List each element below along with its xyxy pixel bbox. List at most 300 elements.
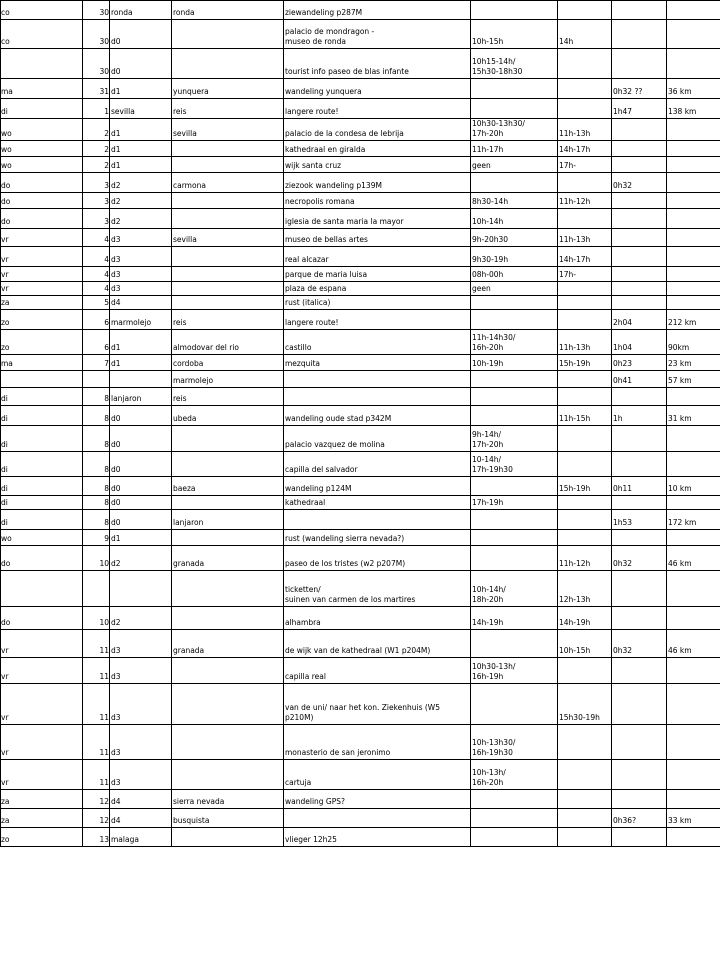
activity-cell[interactable]: capilla del salvador	[284, 452, 471, 477]
distance-cell[interactable]: 138 km	[667, 99, 720, 119]
opening-hours-cell[interactable]	[471, 790, 558, 809]
travel-time-cell[interactable]: 2h04	[612, 310, 667, 330]
travel-time-cell[interactable]	[612, 282, 667, 296]
travel-time-cell[interactable]	[612, 725, 667, 760]
weekday-cell[interactable]: za	[1, 809, 83, 828]
date-cell[interactable]: 6	[83, 310, 110, 330]
opening-hours-cell[interactable]	[471, 546, 558, 571]
planned-time-cell[interactable]: 17h-	[558, 157, 612, 173]
place-cell[interactable]	[172, 267, 284, 282]
place-cell[interactable]	[172, 684, 284, 725]
travel-time-cell[interactable]	[612, 119, 667, 141]
place-cell[interactable]: granada	[172, 630, 284, 658]
activity-cell[interactable]: monasterio de san jeronimo	[284, 725, 471, 760]
date-cell[interactable]: 12	[83, 809, 110, 828]
distance-cell[interactable]: 23 km	[667, 355, 720, 371]
place-cell[interactable]: sierra nevada	[172, 790, 284, 809]
overnight-cell[interactable]: d0	[110, 49, 172, 79]
weekday-cell[interactable]: wo	[1, 530, 83, 546]
overnight-cell[interactable]: marmolejo	[110, 310, 172, 330]
overnight-cell[interactable]: malaga	[110, 828, 172, 847]
weekday-cell[interactable]: vr	[1, 725, 83, 760]
overnight-cell[interactable]: d2	[110, 209, 172, 229]
activity-cell[interactable]: capilla real	[284, 658, 471, 684]
overnight-cell[interactable]: d1	[110, 79, 172, 99]
planned-time-cell[interactable]: 14h	[558, 20, 612, 49]
planned-time-cell[interactable]: 15h-19h	[558, 355, 612, 371]
place-cell[interactable]	[172, 496, 284, 510]
travel-time-cell[interactable]: 0h32	[612, 630, 667, 658]
distance-cell[interactable]: 10 km	[667, 477, 720, 496]
place-cell[interactable]	[172, 157, 284, 173]
opening-hours-cell[interactable]	[471, 388, 558, 406]
planned-time-cell[interactable]: 15h-19h	[558, 477, 612, 496]
overnight-cell[interactable]: d2	[110, 607, 172, 630]
weekday-cell[interactable]: vr	[1, 760, 83, 790]
date-cell[interactable]: 11	[83, 630, 110, 658]
distance-cell[interactable]	[667, 1, 720, 20]
opening-hours-cell[interactable]: 10h30-13h30/ 17h-20h	[471, 119, 558, 141]
travel-time-cell[interactable]: 0h32	[612, 173, 667, 193]
activity-cell[interactable]: ziewandeling p287M	[284, 1, 471, 20]
opening-hours-cell[interactable]	[471, 99, 558, 119]
weekday-cell[interactable]: di	[1, 388, 83, 406]
opening-hours-cell[interactable]	[471, 406, 558, 426]
distance-cell[interactable]: 90km	[667, 330, 720, 355]
planned-time-cell[interactable]: 10h-15h	[558, 630, 612, 658]
date-cell[interactable]: 2	[83, 119, 110, 141]
overnight-cell[interactable]: d4	[110, 790, 172, 809]
opening-hours-cell[interactable]: 11h-17h	[471, 141, 558, 157]
opening-hours-cell[interactable]	[471, 684, 558, 725]
planned-time-cell[interactable]: 11h-12h	[558, 546, 612, 571]
opening-hours-cell[interactable]	[471, 809, 558, 828]
date-cell[interactable]: 4	[83, 229, 110, 247]
weekday-cell[interactable]: do	[1, 209, 83, 229]
travel-time-cell[interactable]	[612, 760, 667, 790]
overnight-cell[interactable]: d3	[110, 630, 172, 658]
travel-time-cell[interactable]	[612, 571, 667, 607]
opening-hours-cell[interactable]: 10h-19h	[471, 355, 558, 371]
planned-time-cell[interactable]	[558, 99, 612, 119]
place-cell[interactable]	[172, 760, 284, 790]
planned-time-cell[interactable]: 14h-19h	[558, 607, 612, 630]
planned-time-cell[interactable]	[558, 388, 612, 406]
date-cell[interactable]: 4	[83, 247, 110, 267]
distance-cell[interactable]	[667, 20, 720, 49]
place-cell[interactable]	[172, 49, 284, 79]
weekday-cell[interactable]: ma	[1, 79, 83, 99]
travel-time-cell[interactable]: 1h47	[612, 99, 667, 119]
travel-time-cell[interactable]	[612, 296, 667, 310]
overnight-cell[interactable]: d3	[110, 229, 172, 247]
place-cell[interactable]: yunquera	[172, 79, 284, 99]
overnight-cell[interactable]	[110, 371, 172, 388]
overnight-cell[interactable]: d0	[110, 426, 172, 452]
distance-cell[interactable]	[667, 496, 720, 510]
opening-hours-cell[interactable]: 9h-14h/ 17h-20h	[471, 426, 558, 452]
activity-cell[interactable]: rust (italica)	[284, 296, 471, 310]
travel-time-cell[interactable]	[612, 49, 667, 79]
weekday-cell[interactable]	[1, 49, 83, 79]
travel-time-cell[interactable]	[612, 247, 667, 267]
planned-time-cell[interactable]	[558, 809, 612, 828]
date-cell[interactable]: 4	[83, 267, 110, 282]
distance-cell[interactable]	[667, 229, 720, 247]
weekday-cell[interactable]: wo	[1, 141, 83, 157]
activity-cell[interactable]: rust (wandeling sierra nevada?)	[284, 530, 471, 546]
overnight-cell[interactable]: ronda	[110, 1, 172, 20]
date-cell[interactable]: 11	[83, 658, 110, 684]
activity-cell[interactable]	[284, 510, 471, 530]
planned-time-cell[interactable]	[558, 790, 612, 809]
weekday-cell[interactable]: do	[1, 193, 83, 209]
overnight-cell[interactable]: d1	[110, 157, 172, 173]
travel-time-cell[interactable]	[612, 452, 667, 477]
opening-hours-cell[interactable]: 8h30-14h	[471, 193, 558, 209]
distance-cell[interactable]: 212 km	[667, 310, 720, 330]
travel-time-cell[interactable]	[612, 141, 667, 157]
weekday-cell[interactable]: vr	[1, 247, 83, 267]
place-cell[interactable]	[172, 828, 284, 847]
opening-hours-cell[interactable]	[471, 510, 558, 530]
place-cell[interactable]	[172, 209, 284, 229]
distance-cell[interactable]	[667, 282, 720, 296]
date-cell[interactable]: 8	[83, 426, 110, 452]
travel-time-cell[interactable]	[612, 607, 667, 630]
weekday-cell[interactable]: do	[1, 173, 83, 193]
activity-cell[interactable]	[284, 809, 471, 828]
opening-hours-cell[interactable]	[471, 530, 558, 546]
weekday-cell[interactable]: di	[1, 510, 83, 530]
distance-cell[interactable]: 36 km	[667, 79, 720, 99]
overnight-cell[interactable]: d3	[110, 282, 172, 296]
overnight-cell[interactable]: d2	[110, 193, 172, 209]
distance-cell[interactable]	[667, 571, 720, 607]
activity-cell[interactable]: van de uni/ naar het kon. Ziekenhuis (W5 p210M)	[284, 684, 471, 725]
opening-hours-cell[interactable]: 10-14h/ 17h-19h30	[471, 452, 558, 477]
planned-time-cell[interactable]: 14h-17h	[558, 141, 612, 157]
weekday-cell[interactable]: vr	[1, 229, 83, 247]
overnight-cell[interactable]: d4	[110, 296, 172, 310]
opening-hours-cell[interactable]	[471, 296, 558, 310]
place-cell[interactable]	[172, 530, 284, 546]
activity-cell[interactable]: wandeling oude stad p342M	[284, 406, 471, 426]
place-cell[interactable]: sevilla	[172, 229, 284, 247]
activity-cell[interactable]: palacio vazquez de molina	[284, 426, 471, 452]
travel-time-cell[interactable]: 1h	[612, 406, 667, 426]
weekday-cell[interactable]: co	[1, 20, 83, 49]
planned-time-cell[interactable]: 11h-13h	[558, 229, 612, 247]
date-cell[interactable]: 4	[83, 282, 110, 296]
overnight-cell[interactable]: d1	[110, 119, 172, 141]
activity-cell[interactable]: necropolis romana	[284, 193, 471, 209]
overnight-cell[interactable]: d0	[110, 20, 172, 49]
opening-hours-cell[interactable]	[471, 310, 558, 330]
distance-cell[interactable]	[667, 296, 720, 310]
opening-hours-cell[interactable]: 11h-14h30/ 16h-20h	[471, 330, 558, 355]
place-cell[interactable]	[172, 725, 284, 760]
overnight-cell[interactable]: d3	[110, 658, 172, 684]
planned-time-cell[interactable]	[558, 452, 612, 477]
place-cell[interactable]	[172, 607, 284, 630]
planned-time-cell[interactable]: 11h-13h	[558, 330, 612, 355]
overnight-cell[interactable]: d0	[110, 510, 172, 530]
place-cell[interactable]: cordoba	[172, 355, 284, 371]
distance-cell[interactable]: 33 km	[667, 809, 720, 828]
place-cell[interactable]	[172, 20, 284, 49]
planned-time-cell[interactable]	[558, 426, 612, 452]
travel-time-cell[interactable]: 1h04	[612, 330, 667, 355]
opening-hours-cell[interactable]	[471, 477, 558, 496]
date-cell[interactable]: 7	[83, 355, 110, 371]
activity-cell[interactable]: kathedraal	[284, 496, 471, 510]
activity-cell[interactable]: paseo de los tristes (w2 p207M)	[284, 546, 471, 571]
distance-cell[interactable]	[667, 157, 720, 173]
place-cell[interactable]: lanjaron	[172, 510, 284, 530]
overnight-cell[interactable]: d1	[110, 141, 172, 157]
opening-hours-cell[interactable]: 17h-19h	[471, 496, 558, 510]
overnight-cell[interactable]: d0	[110, 477, 172, 496]
distance-cell[interactable]	[667, 173, 720, 193]
distance-cell[interactable]	[667, 209, 720, 229]
activity-cell[interactable]: tourist info paseo de blas infante	[284, 49, 471, 79]
opening-hours-cell[interactable]	[471, 79, 558, 99]
distance-cell[interactable]: 46 km	[667, 546, 720, 571]
travel-time-cell[interactable]	[612, 496, 667, 510]
date-cell[interactable]: 5	[83, 296, 110, 310]
weekday-cell[interactable]: di	[1, 426, 83, 452]
activity-cell[interactable]: castillo	[284, 330, 471, 355]
date-cell[interactable]: 8	[83, 477, 110, 496]
activity-cell[interactable]: wandeling p124M	[284, 477, 471, 496]
date-cell[interactable]: 2	[83, 141, 110, 157]
planned-time-cell[interactable]	[558, 310, 612, 330]
activity-cell[interactable]: museo de bellas artes	[284, 229, 471, 247]
weekday-cell[interactable]: di	[1, 496, 83, 510]
distance-cell[interactable]	[667, 49, 720, 79]
activity-cell[interactable]: palacio de mondragon - museo de ronda	[284, 20, 471, 49]
planned-time-cell[interactable]	[558, 49, 612, 79]
date-cell[interactable]: 12	[83, 790, 110, 809]
opening-hours-cell[interactable]	[471, 828, 558, 847]
distance-cell[interactable]: 31 km	[667, 406, 720, 426]
travel-time-cell[interactable]	[612, 229, 667, 247]
activity-cell[interactable]: wandeling yunquera	[284, 79, 471, 99]
travel-time-cell[interactable]: 0h23	[612, 355, 667, 371]
date-cell[interactable]: 8	[83, 388, 110, 406]
weekday-cell[interactable]: za	[1, 790, 83, 809]
activity-cell[interactable]	[284, 388, 471, 406]
weekday-cell[interactable]: di	[1, 99, 83, 119]
planned-time-cell[interactable]	[558, 510, 612, 530]
overnight-cell[interactable]: d3	[110, 725, 172, 760]
weekday-cell[interactable]: do	[1, 546, 83, 571]
place-cell[interactable]: baeza	[172, 477, 284, 496]
weekday-cell[interactable]: wo	[1, 157, 83, 173]
overnight-cell[interactable]: d3	[110, 760, 172, 790]
activity-cell[interactable]: wandeling GPS?	[284, 790, 471, 809]
travel-time-cell[interactable]	[612, 1, 667, 20]
opening-hours-cell[interactable]: 10h-13h/ 16h-20h	[471, 760, 558, 790]
place-cell[interactable]: ubeda	[172, 406, 284, 426]
weekday-cell[interactable]: vr	[1, 658, 83, 684]
date-cell[interactable]: 11	[83, 760, 110, 790]
place-cell[interactable]: busquista	[172, 809, 284, 828]
opening-hours-cell[interactable]: 9h-20h30	[471, 229, 558, 247]
planned-time-cell[interactable]	[558, 371, 612, 388]
opening-hours-cell[interactable]: 10h15-14h/ 15h30-18h30	[471, 49, 558, 79]
overnight-cell[interactable]: d3	[110, 247, 172, 267]
activity-cell[interactable]: ticketten/ suinen van carmen de los martires	[284, 571, 471, 607]
distance-cell[interactable]	[667, 388, 720, 406]
opening-hours-cell[interactable]: 10h-14h/ 18h-20h	[471, 571, 558, 607]
weekday-cell[interactable]: vr	[1, 267, 83, 282]
opening-hours-cell[interactable]: 10h-14h	[471, 209, 558, 229]
distance-cell[interactable]	[667, 267, 720, 282]
opening-hours-cell[interactable]: geen	[471, 157, 558, 173]
weekday-cell[interactable]	[1, 371, 83, 388]
overnight-cell[interactable]: d1	[110, 355, 172, 371]
activity-cell[interactable]: vlieger 12h25	[284, 828, 471, 847]
opening-hours-cell[interactable]	[471, 173, 558, 193]
travel-time-cell[interactable]: 0h32	[612, 546, 667, 571]
date-cell[interactable]: 8	[83, 452, 110, 477]
distance-cell[interactable]	[667, 247, 720, 267]
date-cell[interactable]: 3	[83, 173, 110, 193]
overnight-cell[interactable]: d0	[110, 496, 172, 510]
travel-time-cell[interactable]	[612, 658, 667, 684]
date-cell[interactable]: 11	[83, 725, 110, 760]
date-cell[interactable]: 2	[83, 157, 110, 173]
travel-time-cell[interactable]	[612, 157, 667, 173]
activity-cell[interactable]: cartuja	[284, 760, 471, 790]
date-cell[interactable]: 30	[83, 20, 110, 49]
travel-time-cell[interactable]	[612, 426, 667, 452]
activity-cell[interactable]: ziezook wandeling p139M	[284, 173, 471, 193]
date-cell[interactable]: 8	[83, 510, 110, 530]
weekday-cell[interactable]: za	[1, 296, 83, 310]
overnight-cell[interactable]: d0	[110, 452, 172, 477]
travel-time-cell[interactable]	[612, 267, 667, 282]
opening-hours-cell[interactable]: 08h-00h	[471, 267, 558, 282]
weekday-cell[interactable]: co	[1, 1, 83, 20]
date-cell[interactable]: 3	[83, 193, 110, 209]
place-cell[interactable]	[172, 282, 284, 296]
weekday-cell[interactable]	[1, 571, 83, 607]
place-cell[interactable]	[172, 247, 284, 267]
weekday-cell[interactable]: di	[1, 477, 83, 496]
opening-hours-cell[interactable]	[471, 1, 558, 20]
overnight-cell[interactable]: d0	[110, 406, 172, 426]
activity-cell[interactable]: kathedraal en giralda	[284, 141, 471, 157]
overnight-cell[interactable]: d3	[110, 267, 172, 282]
travel-time-cell[interactable]: 0h32 ??	[612, 79, 667, 99]
place-cell[interactable]: sevilla	[172, 119, 284, 141]
overnight-cell[interactable]: lanjaron	[110, 388, 172, 406]
opening-hours-cell[interactable]: 10h30-13h/ 16h-19h	[471, 658, 558, 684]
place-cell[interactable]: carmona	[172, 173, 284, 193]
planned-time-cell[interactable]: 11h-12h	[558, 193, 612, 209]
travel-time-cell[interactable]	[612, 193, 667, 209]
activity-cell[interactable]: langere route!	[284, 310, 471, 330]
opening-hours-cell[interactable]	[471, 371, 558, 388]
planned-time-cell[interactable]: 17h-	[558, 267, 612, 282]
place-cell[interactable]: granada	[172, 546, 284, 571]
weekday-cell[interactable]: vr	[1, 282, 83, 296]
travel-time-cell[interactable]	[612, 790, 667, 809]
activity-cell[interactable]: de wijk van de kathedraal (W1 p204M)	[284, 630, 471, 658]
place-cell[interactable]	[172, 141, 284, 157]
distance-cell[interactable]	[667, 607, 720, 630]
weekday-cell[interactable]: di	[1, 452, 83, 477]
overnight-cell[interactable]: d2	[110, 546, 172, 571]
date-cell[interactable]: 1	[83, 99, 110, 119]
weekday-cell[interactable]: zo	[1, 310, 83, 330]
distance-cell[interactable]	[667, 725, 720, 760]
date-cell[interactable]: 9	[83, 530, 110, 546]
planned-time-cell[interactable]	[558, 658, 612, 684]
weekday-cell[interactable]: vr	[1, 684, 83, 725]
date-cell[interactable]: 13	[83, 828, 110, 847]
weekday-cell[interactable]: wo	[1, 119, 83, 141]
activity-cell[interactable]: parque de maria luisa	[284, 267, 471, 282]
overnight-cell[interactable]: d2	[110, 173, 172, 193]
travel-time-cell[interactable]	[612, 684, 667, 725]
activity-cell[interactable]: real alcazar	[284, 247, 471, 267]
overnight-cell[interactable]	[110, 571, 172, 607]
distance-cell[interactable]	[667, 828, 720, 847]
weekday-cell[interactable]: ma	[1, 355, 83, 371]
place-cell[interactable]	[172, 296, 284, 310]
travel-time-cell[interactable]	[612, 828, 667, 847]
activity-cell[interactable]: iglesia de santa maria la mayor	[284, 209, 471, 229]
date-cell[interactable]	[83, 371, 110, 388]
travel-time-cell[interactable]	[612, 209, 667, 229]
travel-time-cell[interactable]	[612, 20, 667, 49]
weekday-cell[interactable]: do	[1, 607, 83, 630]
opening-hours-cell[interactable]: 14h-19h	[471, 607, 558, 630]
activity-cell[interactable]: wijk santa cruz	[284, 157, 471, 173]
planned-time-cell[interactable]	[558, 79, 612, 99]
date-cell[interactable]: 10	[83, 546, 110, 571]
overnight-cell[interactable]: d4	[110, 809, 172, 828]
travel-time-cell[interactable]	[612, 388, 667, 406]
date-cell[interactable]: 10	[83, 607, 110, 630]
weekday-cell[interactable]: di	[1, 406, 83, 426]
planned-time-cell[interactable]: 12h-13h	[558, 571, 612, 607]
travel-time-cell[interactable]: 0h11	[612, 477, 667, 496]
distance-cell[interactable]	[667, 141, 720, 157]
activity-cell[interactable]: mezquita	[284, 355, 471, 371]
opening-hours-cell[interactable]: 10h-13h30/ 16h-19h30	[471, 725, 558, 760]
opening-hours-cell[interactable]: 10h-15h	[471, 20, 558, 49]
planned-time-cell[interactable]: 11h-15h	[558, 406, 612, 426]
opening-hours-cell[interactable]: 9h30-19h	[471, 247, 558, 267]
place-cell[interactable]: marmolejo	[172, 371, 284, 388]
planned-time-cell[interactable]	[558, 209, 612, 229]
weekday-cell[interactable]: zo	[1, 330, 83, 355]
activity-cell[interactable]: alhambra	[284, 607, 471, 630]
place-cell[interactable]: reis	[172, 388, 284, 406]
date-cell[interactable]: 8	[83, 496, 110, 510]
planned-time-cell[interactable]: 15h30-19h	[558, 684, 612, 725]
distance-cell[interactable]	[667, 760, 720, 790]
planned-time-cell[interactable]: 11h-13h	[558, 119, 612, 141]
overnight-cell[interactable]: d3	[110, 684, 172, 725]
date-cell[interactable]: 11	[83, 684, 110, 725]
distance-cell[interactable]	[667, 452, 720, 477]
